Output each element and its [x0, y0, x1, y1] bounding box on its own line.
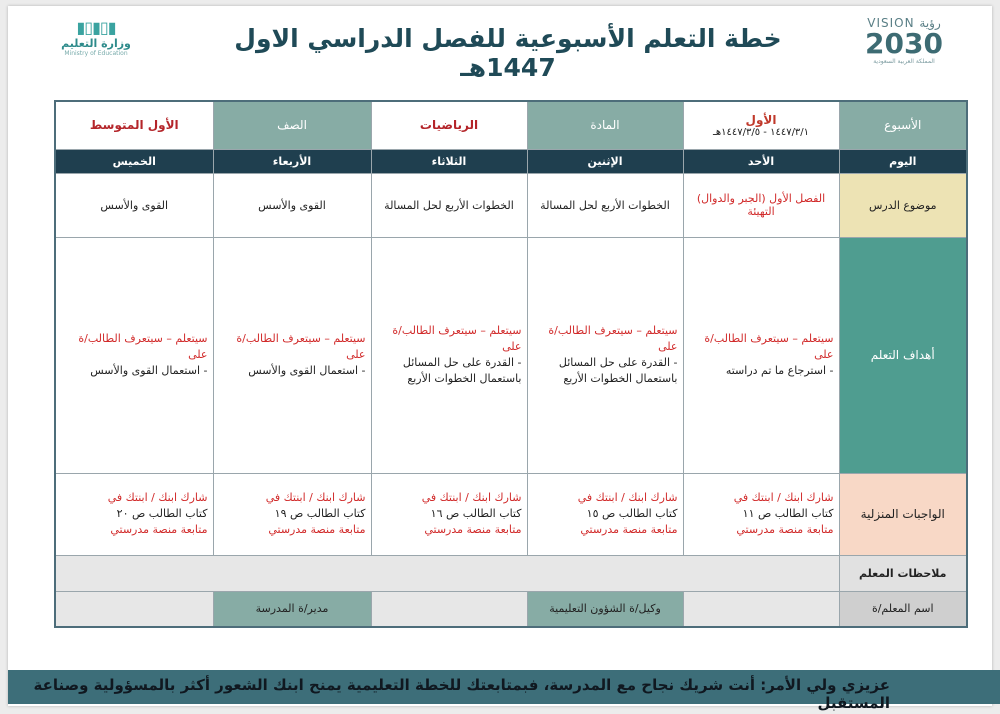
subject-value: الرياضيات — [371, 101, 527, 149]
lesson-topic-wednesday: القوى والأسس — [213, 173, 371, 237]
homework-line3: متابعة منصة مدرستي — [424, 523, 522, 536]
objectives-wednesday — [213, 237, 371, 473]
document-page — [8, 6, 992, 712]
day-thursday: الخميس — [55, 149, 213, 173]
homework-line1: شارك ابنك / ابنتك في — [577, 491, 678, 504]
week-label: الأسبوع — [839, 101, 967, 149]
homework-label: الواجبات المنزلية — [839, 473, 967, 555]
objectives-label: أهداف التعلم — [839, 237, 967, 473]
objective-text: - استعمال القوى والأسس — [90, 364, 208, 377]
objective-text: - استرجاع ما تم دراسته — [725, 364, 834, 377]
footer-message: عزيزي ولي الأمر: أنت شريك نجاح مع المدرسة، فبمتابعتك للخطة التعليمية يمنح ابنك الشعور أكثر بالمسؤولية وصناعة المستقبل — [33, 676, 890, 712]
homework-wednesday — [213, 473, 371, 555]
homework-monday — [527, 473, 683, 555]
homework-tuesday — [371, 473, 527, 555]
objectives-thursday — [55, 237, 213, 473]
vision-ar-text: رؤية — [919, 16, 941, 30]
info-row — [55, 101, 967, 149]
class-label: الصف — [213, 101, 371, 149]
day-label: اليوم — [839, 149, 967, 173]
weekly-plan-table — [54, 100, 968, 628]
day-sunday: الأحد — [683, 149, 839, 173]
homework-line3: متابعة منصة مدرستي — [268, 523, 366, 536]
day-monday: الإثنين — [527, 149, 683, 173]
vision-en-text: VISION — [867, 16, 915, 30]
lesson-topic-row — [55, 173, 967, 237]
ministry-ar-text: وزارة التعليم — [61, 37, 131, 50]
objectives-row — [55, 237, 967, 473]
objective-text: - القدرة على حل المسائل باستعمال الخطوات الأربع — [402, 356, 522, 385]
ministry-logo — [46, 18, 146, 68]
vision-year: 2030 — [865, 27, 943, 60]
homework-line1: شارك ابنك / ابنتك في — [733, 491, 834, 504]
lesson-topic-tuesday: الخطوات الأربع لحل المسالة — [371, 173, 527, 237]
homework-line2: كتاب الطالب ص ١١ — [742, 507, 834, 520]
objectives-sunday — [683, 237, 839, 473]
day-wednesday: الأربعاء — [213, 149, 371, 173]
homework-thursday — [55, 473, 213, 555]
objective-intro: سيتعلم – سيتعرف الطالب/ة على — [548, 324, 678, 353]
homework-row — [55, 473, 967, 555]
homework-line1: شارك ابنك / ابنتك في — [107, 491, 208, 504]
footer-banner — [8, 670, 1000, 712]
homework-sunday — [683, 473, 839, 555]
principal-name-field[interactable] — [55, 591, 213, 627]
homework-line2: كتاب الطالب ص ١٥ — [586, 507, 678, 520]
homework-line2: كتاب الطالب ص ١٩ — [274, 507, 366, 520]
vision-kingdom-text: المملكة العربية السعودية — [873, 58, 935, 65]
homework-line3: متابعة منصة مدرستي — [580, 523, 678, 536]
objective-text: - القدرة على حل المسائل باستعمال الخطوات الأربع — [558, 356, 678, 385]
deputy-label: وكيل/ة الشؤون التعليمية — [527, 591, 683, 627]
ministry-emblem-icon: ▮▯▮▯▮ — [76, 18, 116, 37]
objective-intro: سيتعلم – سيتعرف الطالب/ة على — [704, 332, 834, 361]
week-value — [683, 101, 839, 149]
homework-line1: شارك ابنك / ابنتك في — [421, 491, 522, 504]
teacher-name-field[interactable] — [683, 591, 839, 627]
lesson-topic-sunday: الفصل الأول (الجبر والدوال) التهيئة — [683, 173, 839, 237]
homework-line3: متابعة منصة مدرستي — [736, 523, 834, 536]
teacher-name-label: اسم المعلم/ة — [839, 591, 967, 627]
lesson-topic-thursday: القوى والأسس — [55, 173, 213, 237]
deputy-name-field[interactable] — [371, 591, 527, 627]
week-number: الأول — [745, 112, 777, 127]
objective-intro: سيتعلم – سيتعرف الطالب/ة على — [236, 332, 366, 361]
objective-intro: سيتعلم – سيتعرف الطالب/ة على — [78, 332, 208, 361]
homework-line1: شارك ابنك / ابنتك في — [265, 491, 366, 504]
homework-line2: كتاب الطالب ص ٢٠ — [116, 507, 208, 520]
homework-line3: متابعة منصة مدرستي — [110, 523, 208, 536]
lesson-topic-label: موضوع الدرس — [839, 173, 967, 237]
day-tuesday: الثلاثاء — [371, 149, 527, 173]
vision-2030-logo — [854, 16, 954, 76]
week-dates: ١٤٤٧/٣/١ - ١٤٤٧/٣/٥هـ — [712, 126, 810, 138]
ministry-en-text: Ministry of Education — [64, 50, 128, 57]
notes-row — [55, 555, 967, 591]
class-value: الأول المتوسط — [55, 101, 213, 149]
notes-label: ملاحظات المعلم — [839, 555, 967, 591]
objective-intro: سيتعلم – سيتعرف الطالب/ة على — [392, 324, 522, 353]
page-title: خطة التعلم الأسبوعية للفصل الدراسي الاول 1447هـ — [234, 24, 782, 82]
lesson-topic-monday: الخطوات الأربع لحل المسالة — [527, 173, 683, 237]
days-row — [55, 149, 967, 173]
principal-label: مدير/ة المدرسة — [213, 591, 371, 627]
notes-field[interactable] — [55, 555, 839, 591]
objectives-monday — [527, 237, 683, 473]
objectives-tuesday — [371, 237, 527, 473]
signature-row — [55, 591, 967, 627]
subject-label: المادة — [527, 101, 683, 149]
objective-text: - استعمال القوى والأسس — [248, 364, 366, 377]
homework-line2: كتاب الطالب ص ١٦ — [430, 507, 522, 520]
